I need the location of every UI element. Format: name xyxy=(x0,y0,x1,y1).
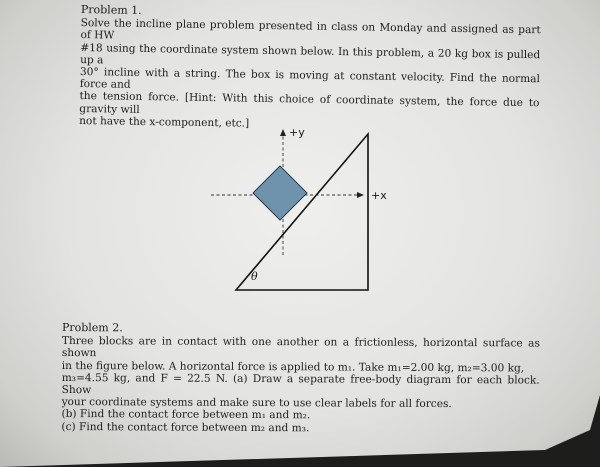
box xyxy=(253,166,307,220)
problem-1-title: Problem 1. xyxy=(80,3,142,17)
problem-2-line: in the figure below. A horizontal force is applied to m₁. Take m₁=2.00 kg, m₂=3.00 kg, xyxy=(61,359,525,375)
problem-2 xyxy=(61,322,540,435)
problem-2-line: Three blocks are in contact with one another on a frictionless, horizontal surface as shown xyxy=(61,335,540,360)
problem-2-line: m₃=4.55 kg, and F = 22.5 N. (a) Draw a separate free-body diagram for each block. Show xyxy=(61,371,540,397)
problem-1-line: Solve the incline plane problem presented in class on Monday and assigned as part of HW xyxy=(80,17,541,42)
x-axis-arrow xyxy=(357,192,364,198)
x-axis-label: +x xyxy=(371,189,387,202)
problem-2-line: (b) Find the contact force between m₁ and m₂. xyxy=(61,408,311,422)
problem-1-line: #18 using the coordinate system shown below. In this problem, a 20 kg box is pulled up a xyxy=(80,41,541,67)
problem-2-title: Problem 2. xyxy=(61,321,123,335)
problem-2-text xyxy=(61,335,540,435)
problem-2-line: (c) Find the contact force between m₂ and m₃. xyxy=(61,420,310,434)
problem-1-line: 30° incline with a string. The box is moving at constant velocity. Find the normal force and xyxy=(79,66,540,92)
problem-1-line: the tension force. [Hint: With this choice of coordinate system, the force due to gravity will xyxy=(79,90,540,116)
y-axis-label: +y xyxy=(289,126,305,139)
incline-triangle xyxy=(236,134,368,290)
y-axis-arrow xyxy=(280,129,286,136)
angle-label: θ xyxy=(251,270,258,283)
problem-2-line: your coordinate systems and make sure to use clear labels for all forces. xyxy=(61,396,452,411)
problem-1-line: not have the x-component, etc.] xyxy=(79,114,250,130)
